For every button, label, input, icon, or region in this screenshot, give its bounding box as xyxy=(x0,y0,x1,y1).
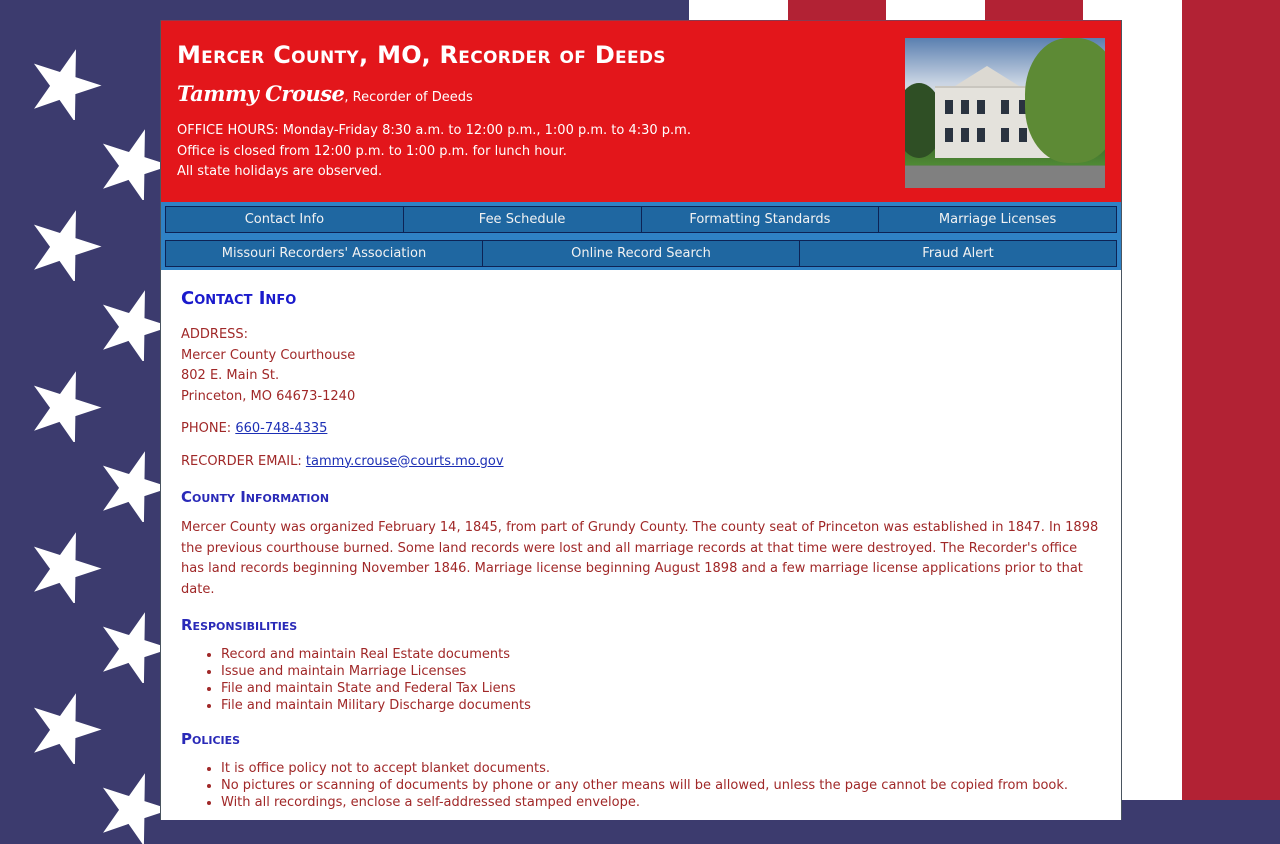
nav-missouri-recorders-association[interactable]: Missouri Recorders' Association xyxy=(165,240,483,267)
address-label: ADDRESS: xyxy=(181,327,249,342)
policies-list xyxy=(181,760,1101,811)
nav-row-2 xyxy=(165,240,1117,267)
recorder-title: , Recorder of Deeds xyxy=(344,90,473,105)
nav-marriage-licenses[interactable]: Marriage Licenses xyxy=(878,206,1117,233)
nav-row-1 xyxy=(165,206,1117,233)
office-hours-line: OFFICE HOURS: Monday-Friday 8:30 a.m. to 12:00 p.m., 1:00 p.m. to 4:30 p.m. xyxy=(177,123,691,138)
star-icon xyxy=(28,529,102,603)
phone-block xyxy=(181,419,1101,440)
list-item: • It is office policy not to accept blanket documents. xyxy=(221,760,1101,777)
recorder-name: Tammy Crouse xyxy=(177,81,345,106)
list-item: • Record and maintain Real Estate documents xyxy=(221,646,1101,663)
phone-link[interactable]: 660-748-4335 xyxy=(235,421,328,436)
policies-heading: Policies xyxy=(181,730,241,748)
email-label: RECORDER EMAIL: xyxy=(181,453,306,469)
site-title: Mercer County, MO, Recorder of Deeds xyxy=(177,41,666,69)
list-item: • File and maintain State and Federal Tax Liens xyxy=(221,680,1101,697)
office-hours xyxy=(177,121,691,183)
main-nav xyxy=(161,202,1121,270)
nav-online-record-search[interactable]: Online Record Search xyxy=(482,240,800,267)
nav-formatting-standards[interactable]: Formatting Standards xyxy=(641,206,880,233)
email-link[interactable]: tammy.crouse@courts.mo.gov xyxy=(305,453,504,469)
nav-fraud-alert[interactable]: Fraud Alert xyxy=(799,240,1117,267)
responsibilities-list xyxy=(181,646,1101,714)
list-item: • With all recordings, enclose a self-addressed stamped envelope. xyxy=(221,794,1101,811)
address-line: Princeton, MO 64673-1240 xyxy=(181,388,356,404)
phone-label: PHONE: xyxy=(181,421,236,436)
email-block xyxy=(181,452,1101,473)
star-icon xyxy=(28,368,102,442)
page-title: Contact Info xyxy=(181,288,297,309)
list-item: • File and maintain Military Discharge documents xyxy=(221,697,1101,714)
responsibilities-heading: Responsibilities xyxy=(181,616,298,634)
county-information-heading: County Information xyxy=(181,488,330,506)
county-information-text: Mercer County was organized February 14, 1845, from part of Grundy County. The county seat of Princeton was established in 1847. In 1898 the previous courthouse burned. Some land records were lost and all marriage records at that time were destroyed. The Recorder's office has land records beginning November 1846. Marriage license beginning August 1898 and a few marriage license applications prior to that date. xyxy=(181,520,1099,597)
nav-contact-info[interactable]: Contact Info xyxy=(165,206,404,233)
photo-pediment xyxy=(955,66,1019,86)
main-content xyxy=(161,270,1121,811)
page-container xyxy=(160,20,1122,820)
star-icon xyxy=(28,207,102,281)
star-icon xyxy=(28,690,102,764)
courthouse-photo xyxy=(905,38,1105,188)
star-icon xyxy=(28,46,102,120)
lunch-hours-line: Office is closed from 12:00 p.m. to 1:00 p.m. for lunch hour. xyxy=(177,143,567,159)
site-header xyxy=(161,20,1121,202)
flag-stripe-red xyxy=(1182,0,1280,800)
holidays-line: All state holidays are observed. xyxy=(177,164,383,179)
nav-fee-schedule[interactable]: Fee Schedule xyxy=(403,206,642,233)
photo-tree xyxy=(1025,38,1105,163)
address-line: Mercer County Courthouse xyxy=(181,347,356,363)
recorder-line xyxy=(177,81,473,106)
address-line: 802 E. Main St. xyxy=(181,368,280,383)
list-item: • No pictures or scanning of documents by phone or any other means will be allowed, unless the page cannot be copied from book. xyxy=(221,777,1101,794)
list-item: • Issue and maintain Marriage Licenses xyxy=(221,663,1101,680)
photo-road xyxy=(905,166,1105,188)
address-block xyxy=(181,325,1101,407)
